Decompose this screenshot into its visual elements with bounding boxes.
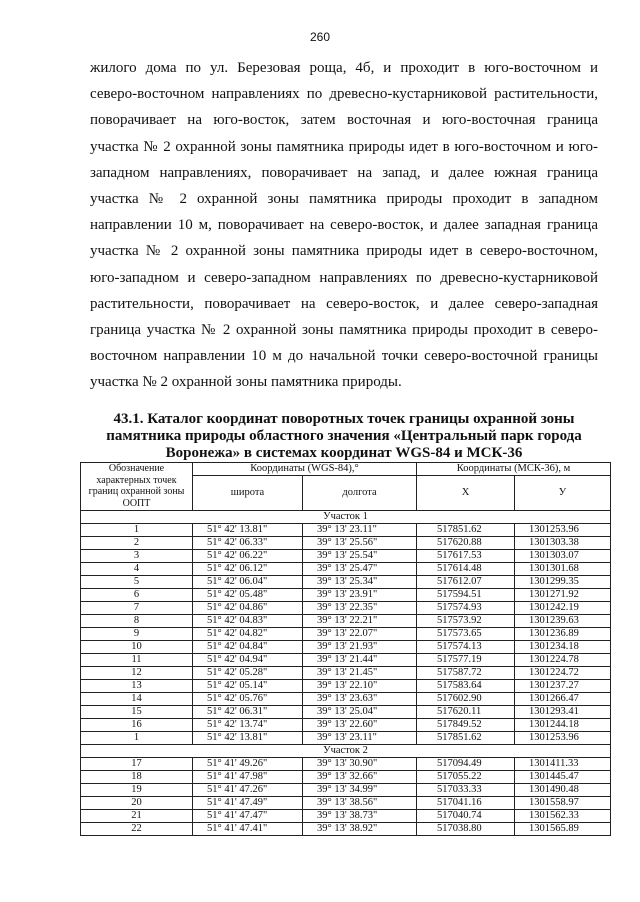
x-cell: 517038.80 [417,822,515,835]
table-row [81,536,611,549]
longitude-cell: 39° 13' 22.10" [303,679,417,692]
y-cell: 1301242.19 [515,601,611,614]
y-cell: 1301234.18 [515,640,611,653]
body-text-line: юго-западном и северо-западном направлениях по древесно-кустарниковой [90,269,598,286]
y-cell: 1301445.47 [515,770,611,783]
x-cell: 517577.19 [417,653,515,666]
section-label: Участок 1 [81,510,611,523]
x-cell: 517587.72 [417,666,515,679]
y-cell: 1301237.27 [515,679,611,692]
latitude-cell: 51° 42' 13.74" [193,718,303,731]
table-row [81,783,611,796]
y-cell: 1301299.35 [515,575,611,588]
y-cell: 1301293.41 [515,705,611,718]
longitude-cell: 39° 13' 22.60" [303,718,417,731]
longitude-cell: 39° 13' 38.56" [303,796,417,809]
latitude-cell: 51° 41' 47.26" [193,783,303,796]
body-paragraph [90,55,598,396]
point-id-cell: 13 [81,679,193,692]
point-id-cell: 18 [81,770,193,783]
y-cell: 1301411.33 [515,757,611,770]
heading-line: памятника природы областного значения «Центральный парк города [106,428,582,444]
table-row [81,757,611,770]
latitude-cell: 51° 42' 04.82" [193,627,303,640]
y-cell: 1301244.18 [515,718,611,731]
x-cell: 517612.07 [417,575,515,588]
x-cell: 517055.22 [417,770,515,783]
heading-line: 43.1. Каталог координат поворотных точек границы охранной зоны [113,411,575,427]
table-row [81,679,611,692]
subheader-y: У [515,475,611,510]
x-cell: 517574.93 [417,601,515,614]
subheader-x: X [417,475,515,510]
y-cell: 1301224.72 [515,666,611,679]
x-cell: 517041.16 [417,796,515,809]
body-text-line: граница участка № 2 охранной зоны памятника природы проходит в северо- [90,322,598,339]
longitude-cell: 39° 13' 25.47" [303,562,417,575]
x-cell: 517574.13 [417,640,515,653]
y-cell: 1301253.96 [515,523,611,536]
table-row [81,575,611,588]
page-number: 260 [309,30,331,44]
table-row [81,770,611,783]
longitude-cell: 39° 13' 23.11" [303,523,417,536]
table-row [81,822,611,835]
body-text-line: направлении 10 м, поворачивает на северо-восток, и далее западная граница [90,217,598,234]
point-id-cell: 3 [81,549,193,562]
body-text-line: восточном направлении 10 м до начальной точки северо-восточной границы [90,348,598,365]
longitude-cell: 39° 13' 23.91" [303,588,417,601]
y-cell: 1301303.38 [515,536,611,549]
column-header-msk36: Координаты (МСК-36), м [417,463,611,476]
longitude-cell: 39° 13' 25.34" [303,575,417,588]
table-row [81,705,611,718]
point-id-cell: 17 [81,757,193,770]
section-heading [90,411,598,462]
y-cell: 1301266.47 [515,692,611,705]
y-cell: 1301490.48 [515,783,611,796]
point-id-cell: 12 [81,666,193,679]
y-cell: 1301558.97 [515,796,611,809]
table-row [81,731,611,744]
y-cell: 1301303.07 [515,549,611,562]
x-cell: 517851.62 [417,731,515,744]
x-cell: 517620.11 [417,705,515,718]
longitude-cell: 39° 13' 23.11" [303,731,417,744]
latitude-cell: 51° 41' 47.49" [193,796,303,809]
point-id-cell: 5 [81,575,193,588]
x-cell: 517620.88 [417,536,515,549]
y-cell: 1301224.78 [515,653,611,666]
latitude-cell: 51° 42' 06.04" [193,575,303,588]
section-label: Участок 2 [81,744,611,757]
table-row [81,588,611,601]
longitude-cell: 39° 13' 32.66" [303,770,417,783]
x-cell: 517573.92 [417,614,515,627]
latitude-cell: 51° 42' 06.22" [193,549,303,562]
point-id-cell: 14 [81,692,193,705]
point-id-cell: 16 [81,718,193,731]
y-cell: 1301236.89 [515,627,611,640]
y-cell: 1301271.92 [515,588,611,601]
x-cell: 517602.90 [417,692,515,705]
body-text-line: участка № 2 охранной зоны памятника природы идет в юго-восточном и юго- [90,138,598,155]
body-text-line: участка № 2 охранной зоны памятника природы идет в северо-восточном, [90,243,598,260]
x-cell: 517040.74 [417,809,515,822]
table-row [81,692,611,705]
x-cell: 517033.33 [417,783,515,796]
table-group-row [81,744,611,757]
latitude-cell: 51° 42' 06.12" [193,562,303,575]
body-text-line: растительности, поворачивает на северо-восток, и далее северо-западная [90,295,598,312]
longitude-cell: 39° 13' 22.35" [303,601,417,614]
table-row [81,562,611,575]
longitude-cell: 39° 13' 34.99" [303,783,417,796]
subheader-latitude: широта [193,475,303,510]
table-row [81,653,611,666]
y-cell: 1301565.89 [515,822,611,835]
table-row [81,627,611,640]
point-id-cell: 6 [81,588,193,601]
table-group-row [81,510,611,523]
y-cell: 1301562.33 [515,809,611,822]
point-id-cell: 1 [81,731,193,744]
point-id-cell: 9 [81,627,193,640]
latitude-cell: 51° 42' 05.76" [193,692,303,705]
latitude-cell: 51° 41' 47.98" [193,770,303,783]
table-row [81,718,611,731]
heading-line: Воронежа» в системах координат WGS-84 и МСК-36 [165,445,523,461]
body-text-line: поворачивает на юго-восток, затем восточная и юго-восточная граница [90,112,598,129]
x-cell: 517594.51 [417,588,515,601]
point-id-cell: 15 [81,705,193,718]
table-row [81,666,611,679]
point-id-cell: 11 [81,653,193,666]
point-id-cell: 2 [81,536,193,549]
point-id-cell: 19 [81,783,193,796]
longitude-cell: 39° 13' 22.21" [303,614,417,627]
longitude-cell: 39° 13' 22.07" [303,627,417,640]
longitude-cell: 39° 13' 21.45" [303,666,417,679]
body-text-line: северо-восточном направлениях по древесно-кустарниковой растительности, [90,86,598,103]
latitude-cell: 51° 42' 13.81" [193,523,303,536]
longitude-cell: 39° 13' 21.44" [303,653,417,666]
table-row [81,601,611,614]
point-id-cell: 7 [81,601,193,614]
body-text-line: жилого дома по ул. Березовая роща, 4б, и проходит в юго-восточном и [90,60,598,76]
x-cell: 517849.52 [417,718,515,731]
latitude-cell: 51° 41' 47.47" [193,809,303,822]
latitude-cell: 51° 42' 04.84" [193,640,303,653]
subheader-longitude: долгота [303,475,417,510]
table-row [81,809,611,822]
y-cell: 1301239.63 [515,614,611,627]
body-text-line: западном направлениях, поворачивает на запад, и далее южная граница [90,164,598,181]
latitude-cell: 51° 42' 06.31" [193,705,303,718]
longitude-cell: 39° 13' 21.93" [303,640,417,653]
latitude-cell: 51° 42' 04.86" [193,601,303,614]
latitude-cell: 51° 42' 04.94" [193,653,303,666]
point-id-cell: 10 [81,640,193,653]
point-id-cell: 4 [81,562,193,575]
x-cell: 517573.65 [417,627,515,640]
coordinates-table [80,462,611,836]
latitude-cell: 51° 41' 47.41" [193,822,303,835]
latitude-cell: 51° 42' 05.48" [193,588,303,601]
longitude-cell: 39° 13' 25.56" [303,536,417,549]
table-row [81,549,611,562]
latitude-cell: 51° 42' 06.33" [193,536,303,549]
point-id-cell: 21 [81,809,193,822]
body-text-line: участка № 2 охранной зоны памятника природы. [90,374,402,391]
latitude-cell: 51° 41' 49.26" [193,757,303,770]
longitude-cell: 39° 13' 23.63" [303,692,417,705]
x-cell: 517614.48 [417,562,515,575]
latitude-cell: 51° 42' 05.28" [193,666,303,679]
longitude-cell: 39° 13' 30.90" [303,757,417,770]
point-id-cell: 22 [81,822,193,835]
point-id-cell: 20 [81,796,193,809]
x-cell: 517617.53 [417,549,515,562]
table-row [81,614,611,627]
point-id-cell: 8 [81,614,193,627]
point-id-cell: 1 [81,523,193,536]
longitude-cell: 39° 13' 38.73" [303,809,417,822]
longitude-cell: 39° 13' 25.54" [303,549,417,562]
longitude-cell: 39° 13' 25.04" [303,705,417,718]
latitude-cell: 51° 42' 04.83" [193,614,303,627]
column-header-wgs84: Координаты (WGS-84),° [193,463,417,476]
table-row [81,523,611,536]
y-cell: 1301301.68 [515,562,611,575]
column-header-point: Обозначение характерных точек границ охранной зоны ООПТ [81,463,193,511]
latitude-cell: 51° 42' 13.81" [193,731,303,744]
body-text-line: участка № 2 охранной зоны памятника природы проходит в западном [90,191,598,208]
y-cell: 1301253.96 [515,731,611,744]
x-cell: 517583.64 [417,679,515,692]
x-cell: 517851.62 [417,523,515,536]
longitude-cell: 39° 13' 38.92" [303,822,417,835]
table-row [81,640,611,653]
latitude-cell: 51° 42' 05.14" [193,679,303,692]
x-cell: 517094.49 [417,757,515,770]
table-row [81,796,611,809]
